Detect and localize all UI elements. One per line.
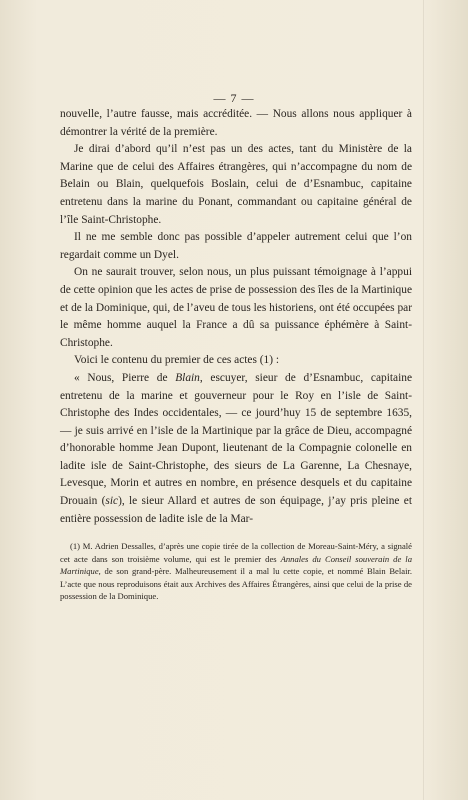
- paragraph: Il ne me semble donc pas possible d’appeler autrement celui que l’on regardait comme un Dyel.: [60, 231, 412, 261]
- paragraph: Je dirai d’abord qu’il n’est pas un des actes, tant du Ministère de la Marine que de celui des Affaires étrangères, qui n’accompagne du nom de Belain ou Blain, quelquefois Boslain, celui de d’Esnambuc, capitaine entretenu dans la marine du Ponant, commandant ou capitaine général de l’île Saint-Christophe.: [60, 143, 412, 226]
- page-number: — 7 —: [213, 91, 255, 105]
- quote-text: « Nous, Pierre de: [74, 371, 176, 384]
- quote-italic-name: Blain: [175, 371, 200, 384]
- footnote-italic-title: Annales du Conseil souverain de la Martinique: [60, 553, 412, 577]
- footnote-part: , de son grand-père. Malheureusement il a mal lu cette copie, et nommé Blain Belair. L’acte que nous reproduisons était aux Archives des Affaires Étrangères, ainsi que celui de la prise de possession de la Dominique.: [60, 566, 412, 602]
- quoted-act: [60, 370, 412, 528]
- paragraph: On ne saurait trouver, selon nous, un plus puissant témoignage à l’appui de cette opinion que les actes de prise de possession des îles de la Martinique et de la Dominique, qui, de l’aveu de tous les historiens, ont été occupées par le même homme auquel la France a dû sa puissance éphémère à Saint-Christophe.: [60, 266, 412, 349]
- page-crease: [423, 0, 424, 800]
- quote-text: ), le sieur Allard et autres de son équipage, j’ay pris pleine et entière possession de ladite isle de la Mar-: [60, 495, 412, 525]
- footnote-part: (1) M. Adrien Dessalles, d’après une copie tirée de la collection de Moreau-Saint-Méry, a signalé cet acte dans son troisième volume, qui est le premier des: [60, 541, 412, 564]
- paragraph: nouvelle, l’autre fausse, mais accréditée. — Nous allons nous appliquer à démontrer la vérité de la première.: [60, 108, 412, 138]
- quote-italic-sic: sic: [105, 495, 119, 508]
- paragraph: Voici le contenu du premier de ces actes (1) :: [74, 354, 280, 367]
- quote-text: , escuyer, sieur de d’Esnambuc, capitaine entretenu de la marine et gouverneur pour le Roy en l’isle de Saint-Christophe des Indes occidentales, — ce jourd’huy 15 de septembre 1635, — je suis arrivé en l’isle de la Martinique par la grâce de Dieu, accompagné d’honorable homme Jean Dupont, lieutenant de la Compagnie colonelle en ladite isle de Saint-Christophe, des sieurs de La Garenne, La Chesnaye, Levesque, Morin et autres en nombre, en présence desquels et du capitaine Drouain (: [60, 371, 413, 508]
- footnote-text: [60, 540, 412, 603]
- footnote: [60, 540, 412, 603]
- main-text: [60, 106, 412, 528]
